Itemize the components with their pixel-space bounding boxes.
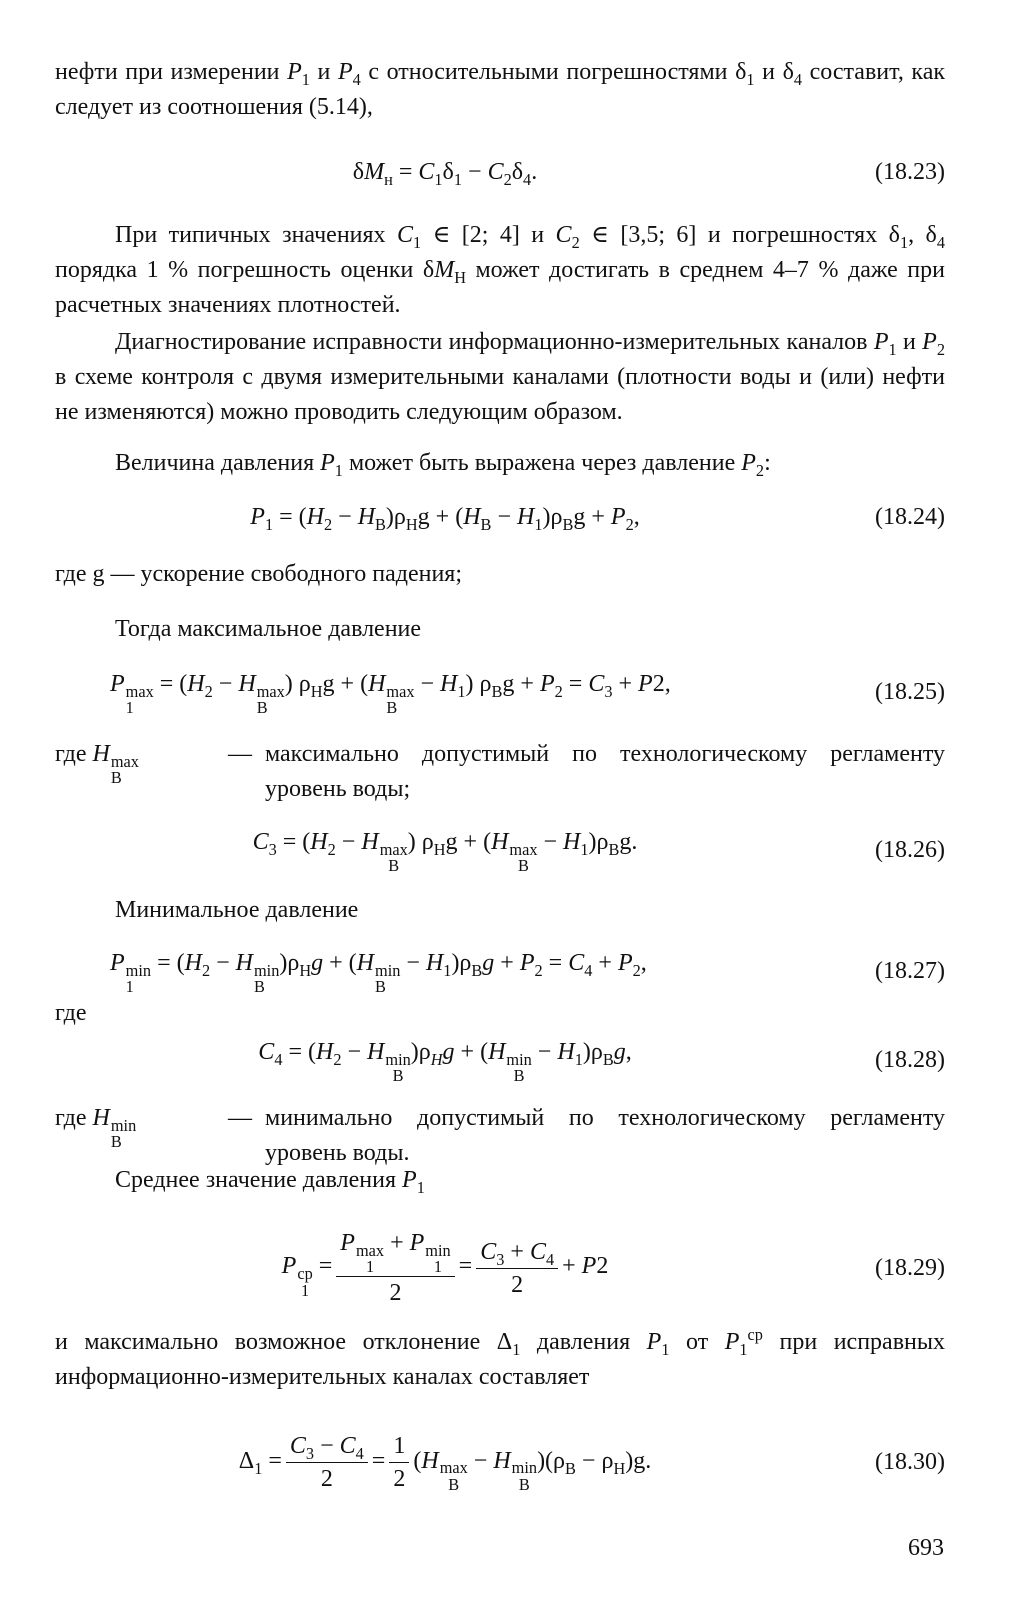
equation-number: (18.23): [875, 158, 945, 185]
equation-18-29: [55, 1228, 945, 1308]
equation-body: P min 1 = ($H_2 - H$ min В )$\rho_Нg + (H$ min В − $H_1)\rho_Вg + P_2 = C_4 + P_2$,: [110, 950, 647, 997]
paragraph-min-pressure: [55, 893, 945, 928]
equation-18-30: [55, 1422, 945, 1502]
equation-number: (18.30): [875, 1448, 945, 1475]
paragraph-max-deviation: [55, 1325, 945, 1395]
fraction: P max 1 + P min 1 2: [336, 1227, 454, 1308]
paragraph-text: где g — ускорение свободного падения;: [55, 561, 462, 587]
equation-body: $C_3 = (H_2 - H$ max В ) $\rho_Нg + (H$ max В − $H_1)\rho_Вg$.: [252, 829, 638, 876]
equation-number: (18.24): [875, 503, 945, 530]
equation-18-25: [55, 671, 945, 718]
paragraph-text: и максимально возможное отклонение $\Delta_1$ давления $P_1$ от $P_1^{ср}$ при исправных информационно-измерительных каналах составляет: [55, 1325, 945, 1390]
equation-18-28: [55, 1039, 945, 1086]
page-number: 693: [908, 1535, 944, 1561]
equation-number: (18.28): [875, 1046, 945, 1073]
equation-body: $\Delta_1$ = $\frac{C_3 - C_4}{2}$ = $\frac{1}{2}$ (H max В − H min В )$(\rho_В - \rho_Н)g$.: [55, 1430, 835, 1495]
paragraph-text: При типичных значениях $C_1$ ∈ [2; 4] и $C_2$ ∈ [3,5; 6] и погрешностях $\delta_1$, $\delta_4$ порядка 1 % погрешность оценки $\delta M_Н$ может достигать в среднем 4–7 % даже при расчетных значениях плотностей.: [55, 222, 946, 318]
definition-h-max: [55, 737, 945, 807]
definition-text: максимально допустимый по технологическому регламенту уровень воды;: [265, 741, 945, 802]
definition-dash: —: [228, 1105, 252, 1131]
equation-body: $C_4 = (H_2 - H$ min В )$\rho_Нg + (H$ min В − $H_1)\rho_Вg$,: [258, 1039, 632, 1086]
definition-h-min: [55, 1101, 945, 1171]
equation-18-24: [55, 497, 945, 537]
paragraph-diagnostics: [55, 325, 945, 430]
paragraph-mean-pressure: [55, 1163, 945, 1198]
fraction: $\frac{1}{2}$: [389, 1430, 409, 1495]
equation-18-27: [55, 950, 945, 997]
paragraph-text: Минимальное давление: [115, 897, 359, 923]
definition-label: где H min В: [55, 1105, 137, 1152]
equation-body: $P_1 = (H_2 - H_В)\rho_Нg + (H_В - H_1)\rho_Вg + P_2$,: [250, 503, 640, 534]
equation-body: P max 1 = ($H_2 - H$ max В ) $\rho_Нg + (H$ max В − $H_1$) $\rho_Вg + P_2 = C_3 + P2$,: [110, 671, 671, 718]
equation-number: (18.25): [875, 678, 945, 705]
paragraph-where: [55, 996, 945, 1031]
paragraph-typical-values: [55, 218, 945, 323]
paragraph-pressure: [55, 446, 945, 481]
equation-number: (18.27): [875, 957, 945, 984]
paragraph-text: Величина давления $P_1$ может быть выражена через давление $P_2$:: [115, 450, 771, 480]
paragraph-max-pressure: [55, 612, 945, 647]
equation-number: (18.26): [875, 836, 945, 863]
paragraph-text: где: [55, 1000, 87, 1026]
fraction: $\frac{C_3 - C_4}{2}$: [286, 1430, 368, 1495]
definition-label: где H max В: [55, 741, 139, 788]
paragraph-intro: [55, 55, 945, 125]
equation-body: $\delta M_н = C_1\delta_1 - C_2\delta_4$.: [352, 158, 538, 189]
definition-dash: —: [228, 741, 252, 767]
paragraph-where-g: [55, 557, 945, 592]
equation-body: P ср 1 = P max 1 + P min 1 2 = $\frac{C_3 + C_4}{2}$ + P2: [55, 1227, 835, 1308]
paragraph-text: Среднее значение давления $P_1$: [115, 1167, 425, 1197]
paragraph-text: Диагностирование исправности информационно-измерительных каналов $P_1$ и $P_2$ в схеме контроля с двумя измерительными каналами (плотности воды и (или) нефти не изменяются) можно проводить следующим образом.: [55, 329, 945, 425]
definition-text: минимально допустимый по технологическому регламенту уровень воды.: [265, 1105, 945, 1166]
paragraph-text: Тогда максимальное давление: [115, 616, 422, 642]
equation-number: (18.29): [875, 1254, 945, 1281]
fraction: $\frac{C_3 + C_4}{2}$: [476, 1236, 558, 1301]
paragraph-text: нефти при измерении $P_1$ и $P_4$ с относительными погрешностями $\delta_1$ и $\delta_4$ составит, как следует из соотношения (5.14),: [55, 59, 946, 120]
equation-18-23: [55, 152, 945, 192]
equation-18-26: [55, 829, 945, 876]
